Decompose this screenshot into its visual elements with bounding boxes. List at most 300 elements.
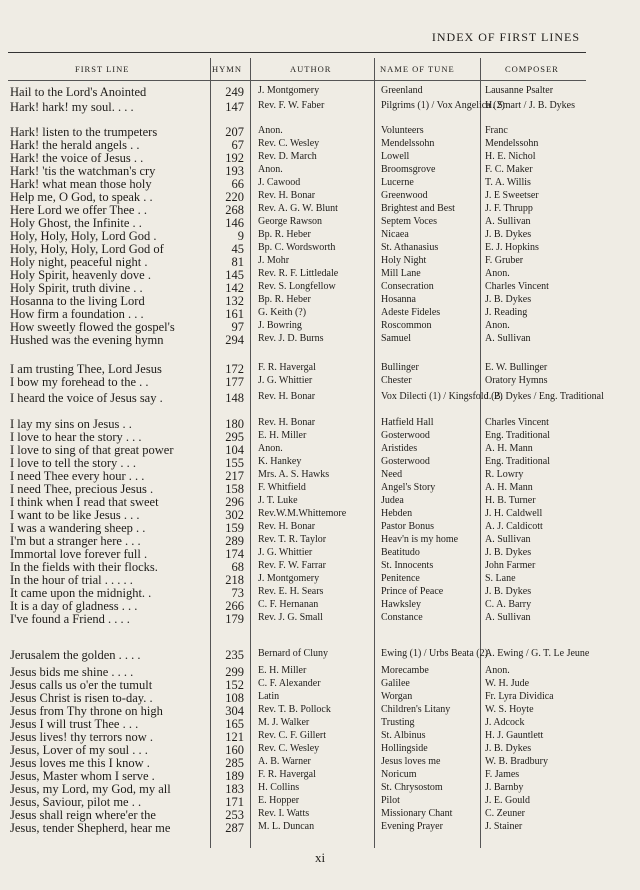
cell-first: I love to tell the story . . . [10,456,137,470]
cell-tune: Ewing (1) / Urbs Beata (2) [381,648,488,659]
cell-first: Jesus Christ is risen to-day. . [10,691,153,705]
cell-tune: Noricum [381,769,417,780]
cell-author: Rev. H. Bonar [258,417,316,428]
table-row [8,547,586,560]
cell-author: Rev. R. F. Littledale [258,268,339,279]
cell-tune: Trusting [381,717,415,728]
table-row [8,743,586,756]
cell-hymn: 108 [225,691,244,705]
cell-composer: A. Sullivan [485,612,531,623]
cell-composer: H. E. Nichol [485,151,536,162]
table-row [8,138,586,151]
cell-author: A. B. Warner [258,756,311,767]
cell-tune: St. Athanasius [381,242,439,253]
cell-composer: R. Lowry [485,469,524,480]
table-row [8,612,586,625]
cell-first: I love to sing of that great power [10,443,174,457]
cell-author: C. F. Alexander [258,678,321,689]
cell-first: Jerusalem the golden . . . . [10,648,141,662]
cell-composer: H. Smart / J. B. Dykes [485,100,575,111]
cell-first: I need Thee, precious Jesus . [10,482,154,496]
cell-author: E. Hopper [258,795,300,806]
cell-first: I think when I read that sweet [10,495,159,509]
cell-composer: E. W. Bullinger [485,362,548,373]
cell-composer: Charles Vincent [485,417,549,428]
cell-tune: Hawksley [381,599,421,610]
cell-first: How firm a foundation . . . [10,307,144,321]
table-row [8,769,586,782]
cell-hymn: 249 [225,85,244,99]
cell-first: Jesus shall reign where'er the [10,808,156,822]
cell-author: G. Keith (?) [258,307,307,318]
cell-composer: Eng. Traditional [485,456,551,467]
cell-author: Rev. I. Watts [258,808,310,819]
table-row [8,294,586,307]
cell-composer: F. Gruber [485,255,524,266]
cell-first: Hark! the voice of Jesus . . [10,151,144,165]
cell-tune: Pilgrims (1) / Vox Angelica (2) [381,100,505,111]
cell-tune: Consecration [381,281,434,292]
cell-composer: C. A. Barry [485,599,532,610]
cell-hymn: 287 [225,821,244,835]
table-row [8,456,586,469]
cell-author: Bp. C. Wordsworth [258,242,336,253]
cell-hymn: 193 [225,164,244,178]
cell-hymn: 45 [231,242,244,256]
cell-first: It came upon the midnight. . [10,586,152,600]
cell-composer: Anon. [485,320,510,331]
table-row [8,808,586,821]
cell-author: F. R. Havergal [258,362,316,373]
cell-hymn: 296 [225,495,244,509]
cell-composer: Eng. Traditional [485,430,551,441]
cell-tune: Adeste Fideles [381,307,441,318]
cell-composer: F. James [485,769,520,780]
cell-first: I am trusting Thee, Lord Jesus [10,362,162,376]
cell-tune: Heav'n is my home [381,534,459,545]
cell-author: Rev. S. Longfellow [258,281,336,292]
cell-author: Rev. T. R. Taylor [258,534,327,545]
cell-first: Jesus, Master whom I serve . [10,769,155,783]
cell-tune: Penitence [381,573,420,584]
cell-hymn: 180 [225,417,244,431]
cell-author: F. R. Havergal [258,769,316,780]
table-row [8,730,586,743]
cell-author: Rev. C. F. Gillert [258,730,326,741]
cell-hymn: 104 [225,443,244,457]
cell-first: I bow my forehead to the . . [10,375,149,389]
cell-hymn: 142 [225,281,244,295]
cell-hymn: 152 [225,678,244,692]
cell-composer: T. A. Willis [485,177,531,188]
cell-tune: Hollingside [381,743,428,754]
cell-composer: J. E Sweetser [485,190,539,201]
cell-first: Holy night, peaceful night . [10,255,148,269]
table-row [8,495,586,508]
cell-composer: H. J. Gauntlett [485,730,544,741]
cell-first: Here Lord we offer Thee . . [10,203,147,217]
table-row [8,704,586,717]
cell-first: Jesus loves me this I know . [10,756,150,770]
cell-tune: Judea [381,495,404,506]
table-row [8,151,586,164]
cell-composer: A. H. Mann [485,482,533,493]
cell-composer: J. H. Caldwell [485,508,543,519]
cell-composer: A. J. Caldicott [485,521,543,532]
cell-author: J. Bowring [258,320,302,331]
cell-tune: Chester [381,375,412,386]
cell-composer: W. B. Bradbury [485,756,548,767]
cell-first: Jesus, my Lord, my God, my all [10,782,171,796]
cell-first: Hark! the herald angels . . [10,138,140,152]
cell-tune: Hebden [381,508,413,519]
table-row [8,648,590,662]
cell-composer: J. Barnby [485,782,524,793]
cell-composer: Lausanne Psalter [485,85,554,96]
table-row [8,216,586,229]
cell-first: Hark! listen to the trumpeters [10,125,158,139]
cell-first: Holy Ghost, the Infinite . . [10,216,142,230]
cell-author: F. Whitfield [258,482,306,493]
cell-author: J. Montgomery [258,85,320,96]
cell-first: Immortal love forever full . [10,547,148,561]
cell-tune: Jesus loves me [381,756,441,767]
cell-composer: Fr. Lyra Dividica [485,691,554,702]
cell-first: Help me, O God, to speak . . [10,190,153,204]
cell-tune: Greenland [381,85,423,96]
table-row [8,782,586,795]
cell-author: Rev. J. D. Burns [258,333,324,344]
cell-first: Hail to the Lord's Anointed [10,85,147,99]
cell-hymn: 266 [225,599,244,613]
cell-tune: Gosterwood [381,456,430,467]
cell-author: C. F. Hernanan [258,599,319,610]
cell-tune: Morecambe [381,665,429,676]
cell-first: Hosanna to the living Lord [10,294,145,308]
cell-hymn: 68 [231,560,244,574]
cell-first: I heard the voice of Jesus say . [10,391,163,405]
table-row [8,100,586,113]
cell-first: Jesus bids me shine . . . . [10,665,134,679]
cell-author: Rev. C. Wesley [258,138,320,149]
cell-author: Rev. H. Bonar [258,391,316,402]
table-row [8,469,586,482]
cell-hymn: 121 [225,730,244,744]
cell-tune: Pilot [381,795,400,806]
cell-tune: Prince of Peace [381,586,444,597]
cell-hymn: 97 [231,320,244,334]
cell-composer: J. F. Thrupp [485,203,533,214]
cell-hymn: 235 [225,648,244,662]
cell-composer: W. S. Hoyte [485,704,534,715]
cell-tune: Nicaea [381,229,409,240]
cell-first: Jesus, Saviour, pilot me . . [10,795,142,809]
cell-first: I want to be like Jesus . . . [10,508,140,522]
cell-first: Jesus I will trust Thee . . . [10,717,139,731]
cell-tune: St. Chrysostom [381,782,443,793]
cell-tune: Mendelssohn [381,138,435,149]
cell-composer: J. B. Dykes [485,229,532,240]
cell-author: George Rawson [258,216,322,227]
cell-hymn: 161 [225,307,244,321]
cell-hymn: 73 [231,586,244,600]
cell-composer: A. Sullivan [485,534,531,545]
cell-author: Anon. [258,164,283,175]
cell-tune: Pastor Bonus [381,521,435,532]
cell-hymn: 304 [225,704,244,718]
cell-first: Hark! what mean those holy [10,177,152,191]
table-row [8,691,586,704]
cell-author: Bp. R. Heber [258,294,311,305]
table-row [8,125,586,138]
table-row [8,560,586,573]
table-row [8,203,586,216]
cell-author: Rev.W.M.Whittemore [258,508,347,519]
cell-first: Holy Spirit, heavenly dove . [10,268,151,282]
cell-hymn: 177 [225,375,244,389]
cell-first: In the hour of trial . . . . . [10,573,133,587]
table-row [8,678,586,691]
cell-tune: Lucerne [381,177,414,188]
cell-composer: F. C. Maker [485,164,533,175]
cell-first: Hark! 'tis the watchman's cry [10,164,156,178]
cell-author: K. Hankey [258,456,302,467]
table-row [8,362,586,375]
cell-tune: Need [381,469,403,480]
cell-hymn: 132 [225,294,244,308]
page-header: INDEX OF FIRST LINES [431,30,580,44]
table-row [8,430,586,443]
cell-composer: J. E. Gould [485,795,530,806]
cell-tune: Holy Night [381,255,427,266]
cell-hymn: 67 [231,138,244,152]
cell-author: Rev. F. W. Faber [258,100,325,111]
cell-tune: Broomsgrove [381,164,436,175]
top-rule [8,52,586,53]
table-row [8,665,586,678]
cell-hymn: 189 [225,769,244,783]
cell-hymn: 217 [225,469,244,483]
cell-hymn: 289 [225,534,244,548]
cell-composer: J. B. Dykes [485,294,532,305]
cell-author: Rev. F. W. Farrar [258,560,326,571]
cell-tune: Vox Dilecti (1) / Kingsfold (2) [381,391,503,402]
cell-hymn: 155 [225,456,244,470]
cell-first: Hark! hark! my soul. . . . [10,100,134,114]
cell-author: M. J. Walker [258,717,310,728]
cell-hymn: 147 [225,100,244,114]
cell-first: I've found a Friend . . . . [10,612,130,626]
cell-tune: Samuel [381,333,411,344]
table-row [8,599,586,612]
cell-hymn: 81 [231,255,244,269]
cell-composer: Anon. [485,268,510,279]
cell-first: I need Thee every hour . . . [10,469,145,483]
col-hymn: HYMN [212,64,242,74]
cell-author: Rev. E. H. Sears [258,586,324,597]
cell-hymn: 66 [231,177,244,191]
cell-hymn: 268 [225,203,244,217]
cell-author: Mrs. A. S. Hawks [258,469,330,480]
cell-first: Jesus lives! thy terrors now . [10,730,154,744]
table-row [8,482,586,495]
cell-author: Rev. D. March [258,151,317,162]
table-row [8,242,586,255]
table-row [8,85,586,98]
cell-hymn: 165 [225,717,244,731]
cell-first: I lay my sins on Jesus . . [10,417,132,431]
cell-hymn: 172 [225,362,244,376]
table-row [8,268,586,281]
cell-hymn: 183 [225,782,244,796]
cell-composer: Charles Vincent [485,281,549,292]
table-row [8,281,586,294]
cell-tune: Greenwood [381,190,428,201]
cell-hymn: 220 [225,190,244,204]
cell-hymn: 285 [225,756,244,770]
table-row [8,534,586,547]
cell-hymn: 253 [225,808,244,822]
cell-author: Latin [258,691,280,702]
cell-tune: St. Innocents [381,560,434,571]
cell-author: Anon. [258,125,283,136]
cell-composer: Oratory Hymns [485,375,548,386]
cell-author: H. Collins [258,782,300,793]
cell-first: Holy Spirit, truth divine . . [10,281,143,295]
table-row [8,443,586,456]
cell-composer: J. Stainer [485,821,523,832]
cell-author: Anon. [258,443,283,454]
table-row [8,229,586,242]
cell-author: Rev. A. G. W. Blunt [258,203,338,214]
cell-hymn: 302 [225,508,244,522]
cell-hymn: 299 [225,665,244,679]
cell-hymn: 295 [225,430,244,444]
cell-composer: John Farmer [485,560,536,571]
cell-author: Bp. R. Heber [258,229,311,240]
cell-author: J. G. Whittier [258,375,313,386]
cell-first: It is a day of gladness . . . [10,599,138,613]
cell-composer: A. Ewing / G. T. Le Jeune [485,648,590,659]
cell-author: J. Montgomery [258,573,320,584]
cell-tune: Mill Lane [381,268,421,279]
table-row [8,717,586,730]
cell-composer: J. B. Dykes / Eng. Traditional [485,391,604,402]
table-row [8,333,586,346]
cell-hymn: 174 [225,547,244,561]
table-row [8,164,586,177]
cell-tune: Missionary Chant [381,808,453,819]
cell-first: In the fields with their flocks. [10,560,158,574]
page-number: xi [314,850,326,865]
cell-tune: Children's Litany [381,704,451,715]
table-row [8,586,586,599]
cell-tune: Worgan [381,691,413,702]
cell-composer: H. B. Turner [485,495,536,506]
cell-tune: Lowell [381,151,410,162]
cell-composer: Franc [485,125,508,136]
cell-tune: Hatfield Hall [381,417,434,428]
cell-first: Jesus, Lover of my soul . . . [10,743,148,757]
cell-tune: Bullinger [381,362,419,373]
cell-first: Jesus from Thy throne on high [10,704,163,718]
cell-tune: Volunteers [381,125,424,136]
cell-tune: Roscommon [381,320,432,331]
cell-tune: Brightest and Best [381,203,455,214]
cell-first: How sweetly flowed the gospel's [10,320,175,334]
table-row [8,391,604,405]
table-row [8,307,586,320]
cell-tune: Angel's Story [381,482,436,493]
col-tune: NAME OF TUNE [380,64,455,74]
cell-composer: C. Zeuner [485,808,525,819]
cell-first: Hushed was the evening hymn [10,333,164,347]
cell-composer: A. Sullivan [485,216,531,227]
col-composer: COMPOSER [505,64,559,74]
cell-first: I'm but a stranger here . . . [10,534,141,548]
cell-tune: Galilee [381,678,410,689]
col-first-line: FIRST LINE [75,64,130,74]
cell-hymn: 146 [225,216,244,230]
cell-first: Holy, Holy, Holy, Lord God of [10,242,164,256]
cell-author: Rev. H. Bonar [258,190,316,201]
table-row [8,756,586,769]
cell-author: J. T. Luke [258,495,298,506]
header-rule [8,80,586,81]
cell-hymn: 171 [225,795,244,809]
cell-composer: J. B. Dykes [485,743,532,754]
table-row [8,508,586,521]
cell-author: J. Cawood [258,177,301,188]
cell-composer: S. Lane [485,573,516,584]
cell-hymn: 294 [225,333,244,347]
cell-hymn: 158 [225,482,244,496]
cell-composer: Mendelssohn [485,138,539,149]
table-row [8,417,586,430]
cell-author: Bernard of Cluny [258,648,328,659]
cell-first: Holy, Holy, Holy, Lord God . [10,229,157,243]
cell-tune: Hosanna [381,294,416,305]
cell-tune: Gosterwood [381,430,430,441]
cell-composer: J. Adcock [485,717,525,728]
table-row [8,821,586,834]
cell-hymn: 192 [225,151,244,165]
cell-author: J. G. Whittier [258,547,313,558]
cell-author: E. H. Miller [258,665,307,676]
cell-tune: Evening Prayer [381,821,443,832]
cell-author: E. H. Miller [258,430,307,441]
cell-tune: Constance [381,612,423,623]
cell-tune: Septem Voces [381,216,438,227]
cell-hymn: 218 [225,573,244,587]
table-row [8,795,586,808]
table-row [8,177,586,190]
cell-composer: J. B. Dykes [485,586,532,597]
cell-hymn: 145 [225,268,244,282]
cell-hymn: 160 [225,743,244,757]
cell-composer: Anon. [485,665,510,676]
cell-author: Rev. T. B. Pollock [258,704,331,715]
col-author: AUTHOR [290,64,332,74]
cell-author: Rev. C. Wesley [258,743,320,754]
cell-composer: E. J. Hopkins [485,242,539,253]
cell-first: Jesus, tender Shepherd, hear me [10,821,171,835]
cell-hymn: 148 [225,391,244,405]
cell-author: M. L. Duncan [258,821,315,832]
cell-author: Rev. J. G. Small [258,612,323,623]
cell-hymn: 179 [225,612,244,626]
cell-hymn: 9 [237,229,244,243]
